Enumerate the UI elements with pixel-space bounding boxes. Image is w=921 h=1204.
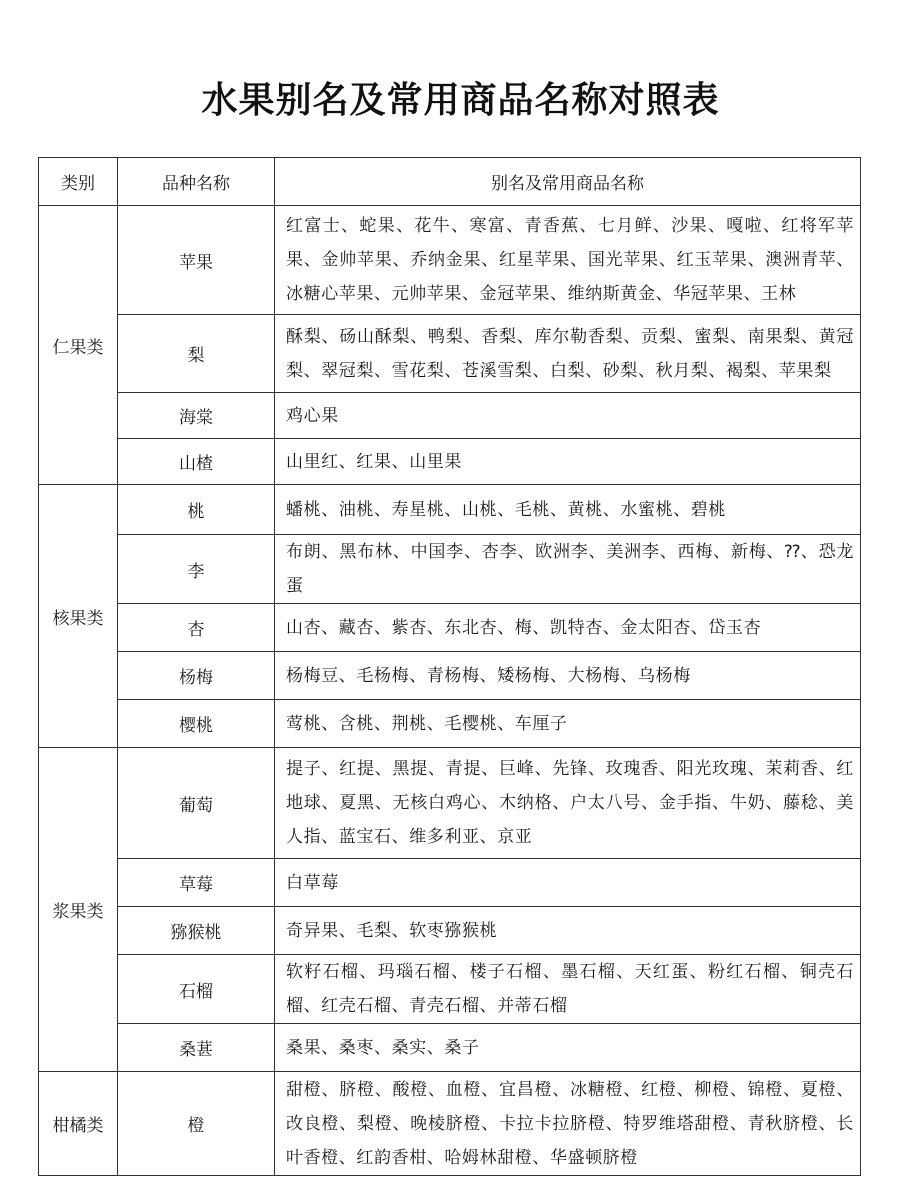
alias-cell: 白草莓 xyxy=(275,859,861,907)
table-row xyxy=(39,439,861,485)
alias-cell: 红富士、蛇果、花牛、寒富、青香蕉、七月鲜、沙果、嘎啦、红将军苹果、金帅苹果、乔纳金果、红星苹果、国光苹果、红玉苹果、澳洲青苹、冰糖心苹果、元帅苹果、金冠苹果、维纳斯黄金、华冠苹果、王林 xyxy=(275,206,861,315)
variety-cell: 杏 xyxy=(118,604,275,652)
header-category: 类别 xyxy=(39,158,118,206)
table-row xyxy=(39,1072,861,1176)
alias-cell: 桑果、桑枣、桑实、桑子 xyxy=(275,1024,861,1072)
category-cell-citrus: 柑橘类 xyxy=(39,1072,118,1176)
table-row xyxy=(39,315,861,393)
variety-cell: 樱桃 xyxy=(118,700,275,748)
header-variety: 品种名称 xyxy=(118,158,275,206)
alias-cell: 山杏、藏杏、紫杏、东北杏、梅、凯特杏、金太阳杏、岱玉杏 xyxy=(275,604,861,652)
category-cell-pome: 仁果类 xyxy=(39,206,118,485)
category-cell-berry: 浆果类 xyxy=(39,748,118,1072)
alias-cell: 山里红、红果、山里果 xyxy=(275,439,861,485)
variety-cell: 橙 xyxy=(118,1072,275,1176)
table-row xyxy=(39,604,861,652)
variety-cell: 猕猴桃 xyxy=(118,907,275,955)
variety-cell: 李 xyxy=(118,535,275,604)
variety-cell: 桑葚 xyxy=(118,1024,275,1072)
variety-cell: 草莓 xyxy=(118,859,275,907)
fruit-alias-table xyxy=(38,157,861,1176)
variety-cell: 杨梅 xyxy=(118,652,275,700)
table-row xyxy=(39,859,861,907)
header-aliases: 别名及常用商品名称 xyxy=(275,158,861,206)
alias-cell: 鸡心果 xyxy=(275,393,861,439)
table-row xyxy=(39,1024,861,1072)
variety-cell: 山楂 xyxy=(118,439,275,485)
variety-cell: 桃 xyxy=(118,485,275,535)
alias-cell: 莺桃、含桃、荆桃、毛樱桃、车厘子 xyxy=(275,700,861,748)
variety-cell: 苹果 xyxy=(118,206,275,315)
table-row xyxy=(39,393,861,439)
alias-cell: 酥梨、砀山酥梨、鸭梨、香梨、库尔勒香梨、贡梨、蜜梨、南果梨、黄冠梨、翠冠梨、雪花梨、苍溪雪梨、白梨、砂梨、秋月梨、褐梨、苹果梨 xyxy=(275,315,861,393)
variety-cell: 海棠 xyxy=(118,393,275,439)
table-row xyxy=(39,907,861,955)
table-row xyxy=(39,485,861,535)
alias-cell: 奇异果、毛梨、软枣猕猴桃 xyxy=(275,907,861,955)
alias-cell: 蟠桃、油桃、寿星桃、山桃、毛桃、黄桃、水蜜桃、碧桃 xyxy=(275,485,861,535)
alias-cell: 软籽石榴、玛瑙石榴、楼子石榴、墨石榴、天红蛋、粉红石榴、铜壳石榴、红壳石榴、青壳石榴、并蒂石榴 xyxy=(275,955,861,1024)
table-row xyxy=(39,700,861,748)
alias-cell: 提子、红提、黑提、青提、巨峰、先锋、玫瑰香、阳光玫瑰、茉莉香、红地球、夏黑、无核白鸡心、木纳格、户太八号、金手指、牛奶、藤稔、美人指、蓝宝石、维多利亚、京亚 xyxy=(275,748,861,859)
table-row xyxy=(39,748,861,859)
variety-cell: 梨 xyxy=(118,315,275,393)
page-title: 水果别名及常用商品名称对照表 xyxy=(201,80,720,121)
alias-cell: 甜橙、脐橙、酸橙、血橙、宜昌橙、冰糖橙、红橙、柳橙、锦橙、夏橙、改良橙、梨橙、晚棱脐橙、卡拉卡拉脐橙、特罗维塔甜橙、青秋脐橙、长叶香橙、红韵香柑、哈姆林甜橙、华盛顿脐橙 xyxy=(275,1072,861,1176)
table-header-row xyxy=(39,158,861,206)
table-row xyxy=(39,535,861,604)
table-row xyxy=(39,652,861,700)
alias-cell: 布朗、黑布林、中国李、杏李、欧洲李、美洲李、西梅、新梅、⁇、恐龙蛋 xyxy=(275,535,861,604)
category-cell-drupe: 核果类 xyxy=(39,485,118,748)
variety-cell: 石榴 xyxy=(118,955,275,1024)
variety-cell: 葡萄 xyxy=(118,748,275,859)
table-row xyxy=(39,955,861,1024)
alias-cell: 杨梅豆、毛杨梅、青杨梅、矮杨梅、大杨梅、乌杨梅 xyxy=(275,652,861,700)
table-row xyxy=(39,206,861,315)
